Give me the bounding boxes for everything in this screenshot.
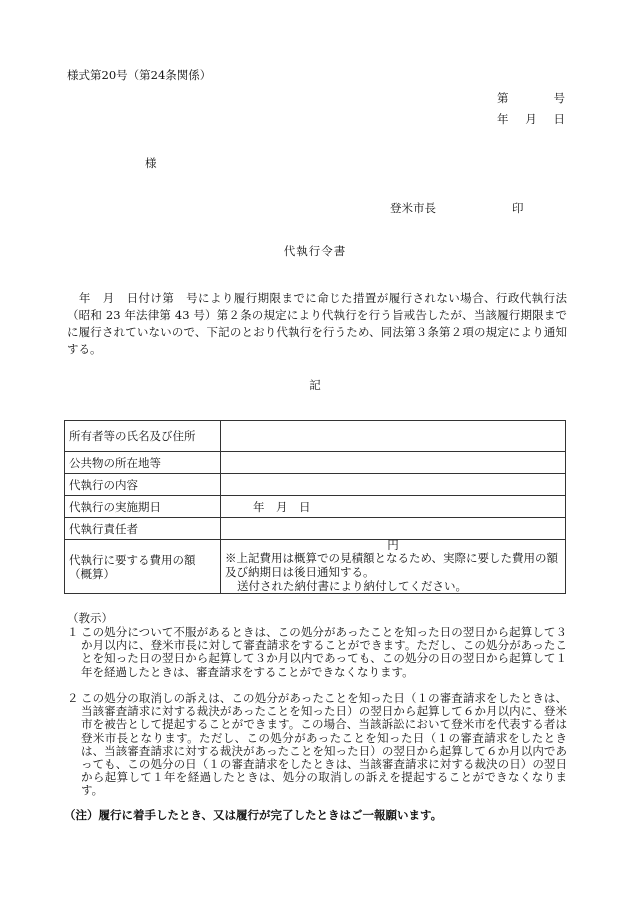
instruction-number: １	[67, 625, 79, 639]
date-year: 年	[497, 112, 509, 126]
responsible-label: 代執行責任者	[65, 518, 221, 540]
info-table	[64, 420, 566, 594]
instructions-heading: （教示）	[67, 611, 113, 625]
instruction-text: この処分について不服があるときは、この処分があったことを知った日の翌日から起算して３か月以内に、登米市長に対して審査請求をすることができます。ただし、この処分があったことを知った日の翌日から起算して３か月以内であっても、この処分の日の翌日から起算して１年を経過したときは、審査請求をすることができなくなります。	[81, 625, 567, 679]
instruction-number: ２	[67, 691, 79, 705]
document-date	[497, 114, 565, 126]
ki-heading: 記	[309, 378, 321, 392]
document-title: 代執行令書	[283, 244, 347, 258]
doc-number-suffix: 号	[553, 91, 565, 105]
cost-note: ※上記費用は概算での見積額となるため、実際に要した費用の額及び納期日は後日通知する。	[225, 551, 559, 579]
doc-number-prefix: 第	[497, 91, 509, 105]
instruction-item-1	[67, 626, 567, 679]
owner-label: 所有者等の氏名及び住所	[65, 421, 221, 452]
responsible-value	[221, 518, 566, 540]
date-label: 代執行の実施期日	[65, 496, 221, 518]
cost-label: 代執行に要する費用の額（概算）	[65, 540, 221, 594]
location-value	[221, 452, 566, 474]
instruction-item-2	[67, 692, 567, 798]
table-row	[65, 496, 566, 518]
location-label: 公共物の所在地等	[65, 452, 221, 474]
body-paragraph: 年 月 日付け第 号により履行期限までに命じた措置が履行されない場合、行政代執行法（昭和 23 年法律第 43 号）第２条の規定により代執行を行う旨戒告したが、当該履行期限までに履行されていないので、下記のとおり代執行を行うため、同法第３条第２項の規定により通知する。	[67, 291, 567, 356]
table-row	[65, 452, 566, 474]
final-note: （注）履行に着手したとき、又は履行が完了したときはご一報願います。	[64, 808, 443, 822]
issuer: 登米市長	[390, 201, 436, 215]
date-month: 月	[525, 112, 537, 126]
table-row	[65, 540, 566, 594]
table-row	[65, 474, 566, 496]
content-value	[221, 474, 566, 496]
table-row	[65, 421, 566, 452]
addressee: 様	[145, 156, 157, 170]
instruction-text: この処分の取消しの訴えは、この処分があったことを知った日（１の審査請求をしたときは、当該審査請求に対する裁決があったことを知った日）の翌日から起算して６か月以内に、登米市を被告として提起することができます。この場合、当該訴訟において登米市を代表する者は登米市長となります。ただし、この処分があったことを知った日（１の審査請求をしたときは、当該審査請求に対する裁決があったことを知った日）の翌日から起算して６か月以内であっても、この処分の日（１の審査請求をしたときは、当該審査請求に対する裁決の日）の翌日から起算して１年を経過したときは、処分の取消しの訴えを提起することができなくなります。	[81, 691, 567, 798]
cost-value	[221, 540, 566, 594]
payment-note: 送付された納付書により納付してください。	[237, 579, 467, 593]
date-value: 年 月 日	[221, 496, 566, 518]
yen-unit: 円	[387, 538, 399, 552]
owner-value	[221, 421, 566, 452]
table-row	[65, 518, 566, 540]
document-number	[497, 93, 565, 105]
seal-mark: 印	[512, 201, 524, 215]
content-label: 代執行の内容	[65, 474, 221, 496]
date-day: 日	[553, 112, 565, 126]
form-number: 様式第20号（第24条関係）	[67, 68, 212, 82]
